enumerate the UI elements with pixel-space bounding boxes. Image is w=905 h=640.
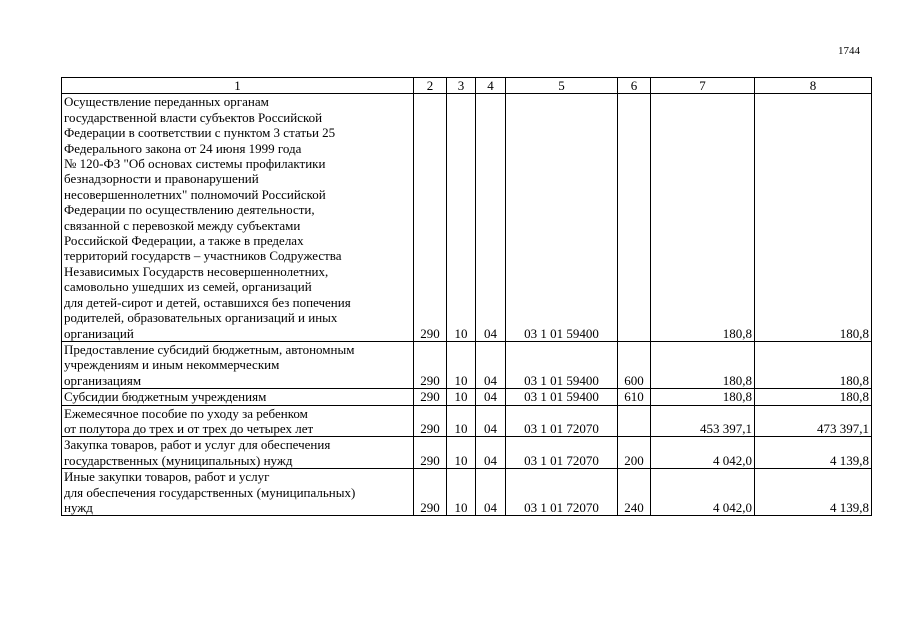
cell-col7: 180,8 [651, 94, 755, 342]
cell-name [62, 469, 414, 516]
cell-col8: 180,8 [755, 94, 872, 342]
cell-name-line: Осуществление переданных органам [64, 94, 269, 110]
table-body [62, 78, 872, 516]
cell-col3: 10 [447, 437, 476, 469]
cell-name [62, 341, 414, 388]
cell-col7: 180,8 [651, 389, 755, 405]
column-header-2: 2 [414, 78, 447, 94]
table-row [62, 469, 872, 516]
cell-col5: 03 1 01 72070 [506, 405, 618, 437]
cell-col5: 03 1 01 72070 [506, 437, 618, 469]
cell-col7: 453 397,1 [651, 405, 755, 437]
cell-name [62, 405, 414, 437]
cell-col8: 4 139,8 [755, 437, 872, 469]
column-header-6: 6 [618, 78, 651, 94]
cell-name-line: родителей, образовательных организаций и иных [64, 310, 338, 326]
cell-name-line: Федерального закона от 24 июня 1999 года [64, 140, 302, 156]
cell-col4: 04 [476, 389, 506, 405]
cell-name-line: учреждениям и иным некоммерческим [64, 357, 280, 373]
cell-col6: 200 [618, 437, 651, 469]
cell-col4: 04 [476, 94, 506, 342]
cell-col4: 04 [476, 469, 506, 516]
cell-col3: 10 [447, 389, 476, 405]
cell-name-line: несовершеннолетних" полномочий Российской [64, 186, 326, 202]
cell-col7: 4 042,0 [651, 437, 755, 469]
cell-col3: 10 [447, 341, 476, 388]
cell-col8: 180,8 [755, 389, 872, 405]
cell-col8: 180,8 [755, 341, 872, 388]
page-number: 1744 [838, 45, 860, 57]
cell-col6 [618, 405, 651, 437]
cell-name-line: Федерации в соответствии с пунктом 3 статьи 25 [64, 125, 336, 141]
cell-name-line: Независимых Государств несовершеннолетних, [64, 263, 329, 279]
cell-name-line: от полутора до трех и от трех до четырех лет [64, 420, 314, 436]
table-row [62, 341, 872, 388]
cell-name-line: связанной с перевозкой между субъектами [64, 217, 301, 233]
cell-col2: 290 [414, 94, 447, 342]
cell-name-line: организаций [64, 325, 134, 341]
cell-col6: 240 [618, 469, 651, 516]
cell-col6: 600 [618, 341, 651, 388]
column-header-1: 1 [62, 78, 414, 94]
cell-name-line: Предоставление субсидий бюджетным, автономным [64, 341, 355, 357]
cell-col8: 473 397,1 [755, 405, 872, 437]
cell-name-line: для обеспечения государственных (муниципальных) [64, 484, 356, 500]
cell-col7: 4 042,0 [651, 469, 755, 516]
table-row [62, 389, 872, 405]
cell-name-line: нужд [64, 499, 93, 515]
column-header-5: 5 [506, 78, 618, 94]
table-row [62, 94, 872, 342]
cell-col2: 290 [414, 437, 447, 469]
cell-col5: 03 1 01 59400 [506, 341, 618, 388]
cell-name-line: для детей-сирот и детей, оставшихся без попечения [64, 294, 351, 310]
cell-name-line: территорий государств – участников Содружества [64, 248, 342, 264]
budget-table [61, 77, 872, 516]
cell-name-line: организациям [64, 372, 142, 388]
cell-col4: 04 [476, 341, 506, 388]
cell-col5: 03 1 01 59400 [506, 389, 618, 405]
cell-name [62, 437, 414, 469]
cell-name-line: государственной власти субъектов Российской [64, 109, 323, 125]
cell-name-line: Закупка товаров, работ и услуг для обеспечения [64, 437, 331, 453]
cell-name-line: Иные закупки товаров, работ и услуг [64, 469, 270, 485]
cell-col6 [618, 94, 651, 342]
column-header-7: 7 [651, 78, 755, 94]
cell-col6: 610 [618, 389, 651, 405]
cell-col5: 03 1 01 59400 [506, 94, 618, 342]
cell-name-line: Российской Федерации, а также в пределах [64, 233, 304, 249]
cell-col4: 04 [476, 405, 506, 437]
table-row [62, 405, 872, 437]
cell-name [62, 389, 414, 405]
table-header-row [62, 78, 872, 94]
column-header-4: 4 [476, 78, 506, 94]
cell-name-line: самовольно ушедших из семей, организаций [64, 279, 312, 295]
cell-name-line: Ежемесячное пособие по уходу за ребенком [64, 405, 308, 421]
cell-col8: 4 139,8 [755, 469, 872, 516]
cell-col2: 290 [414, 341, 447, 388]
cell-name-line: Субсидии бюджетным учреждениям [64, 389, 267, 405]
cell-name-line: безнадзорности и правонарушений [64, 171, 259, 187]
cell-name-line: № 120-ФЗ "Об основах системы профилактики [64, 156, 326, 172]
cell-col4: 04 [476, 437, 506, 469]
cell-col2: 290 [414, 405, 447, 437]
cell-col2: 290 [414, 469, 447, 516]
cell-col3: 10 [447, 469, 476, 516]
table-row [62, 437, 872, 469]
cell-name [62, 94, 414, 342]
cell-col2: 290 [414, 389, 447, 405]
cell-name-line: государственных (муниципальных) нужд [64, 452, 293, 468]
cell-col7: 180,8 [651, 341, 755, 388]
column-header-8: 8 [755, 78, 872, 94]
cell-col3: 10 [447, 405, 476, 437]
column-header-3: 3 [447, 78, 476, 94]
cell-col3: 10 [447, 94, 476, 342]
cell-name-line: Федерации по осуществлению деятельности, [64, 202, 315, 218]
cell-col5: 03 1 01 72070 [506, 469, 618, 516]
